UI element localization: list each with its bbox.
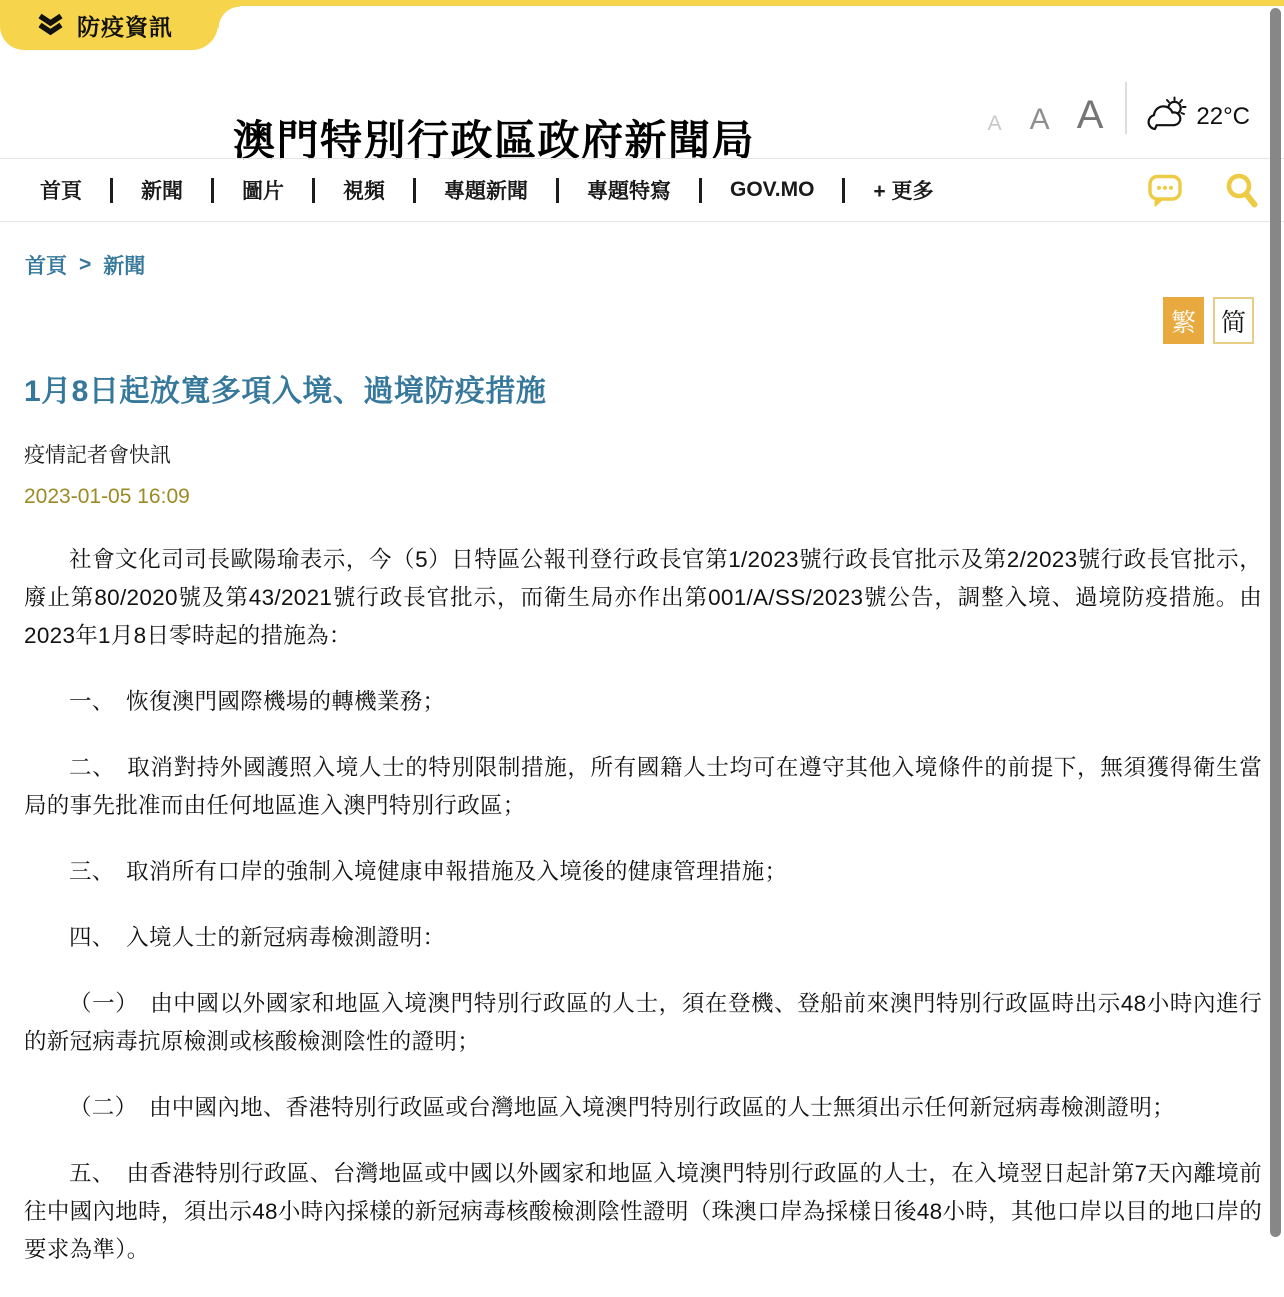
nav-item-label[interactable]: 專題新聞	[444, 180, 528, 203]
chat-bubble-icon[interactable]	[1147, 172, 1183, 209]
article-paragraph: （二） 由中國內地、香港特別行政區或台灣地區入境澳門特別行政區的人士無須出示任何新冠病毒檢測證明；	[69, 1095, 1175, 1120]
header-tools	[987, 82, 1250, 137]
pandemic-info-label: 防疫資訊	[77, 13, 173, 40]
breadcrumb-home-link[interactable]: 首頁	[25, 255, 67, 278]
scrollbar-thumb[interactable]	[1270, 8, 1281, 1237]
article-category: 疫情記者會快訊	[24, 444, 171, 467]
article-paragraph: （一） 由中國以外國家和地區入境澳門特別行政區的人士，須在登機、登船前來澳門特別行政區時出示48小時內進行的新冠病毒抗原檢測或核酸檢測陰性的證明；	[24, 991, 1262, 1054]
nav-item-label[interactable]: 視頻	[343, 180, 385, 203]
lang-simplified-button[interactable]: 简	[1213, 297, 1254, 344]
article-paragraph: 二、 取消對持外國護照入境人士的特別限制措施，所有國籍人士均可在遵守其他入境條件的前提下，無須獲得衛生當局的事先批准而由任何地區進入澳門特別行政區；	[24, 755, 1262, 818]
double-chevron-down-icon	[37, 12, 64, 38]
nav-item-label[interactable]: 專題特寫	[587, 180, 671, 203]
weather-widget	[1145, 96, 1250, 134]
lang-traditional-button[interactable]: 繁	[1163, 297, 1204, 344]
nav-item-label[interactable]: GOV.MO	[730, 178, 815, 201]
breadcrumb-separator: >	[79, 253, 92, 276]
breadcrumb-current-link[interactable]: 新聞	[103, 255, 146, 278]
article-paragraph: 一、 恢復澳門國際機場的轉機業務；	[69, 689, 446, 714]
font-size-medium-button[interactable]: A	[1029, 102, 1050, 136]
search-icon[interactable]	[1225, 172, 1258, 208]
nav-item[interactable]	[845, 175, 961, 205]
main-navigation	[0, 158, 1284, 222]
article-paragraph: 社會文化司司長歐陽瑜表示，今（5）日特區公報刊登行政長官第1/2023號行政長官批示及第2/2023號行政長官批示，廢止第80/2020號及第43/2021號行政長官批示，而衛生局亦作出第001/A/SS/2023號公告，調整入境、過境防疫措施。由2023年1月8日零時起的措施為：	[24, 547, 1262, 648]
nav-item-label[interactable]: 首頁	[40, 180, 82, 203]
nav-item[interactable]	[702, 178, 845, 203]
nav-item[interactable]	[40, 175, 113, 205]
nav-item[interactable]	[559, 175, 702, 205]
article-paragraph: 三、 取消所有口岸的強制入境健康申報措施及入境後的健康管理措施；	[69, 859, 788, 884]
breadcrumb	[25, 250, 145, 280]
nav-item-label[interactable]: + 更多	[873, 180, 934, 203]
nav-icons	[1147, 172, 1258, 209]
nav-item[interactable]	[315, 175, 416, 205]
article-title[interactable]: 1月8日起放寬多項入境、過境防疫措施	[24, 375, 547, 408]
article-date: 2023-01-05 16:09	[24, 485, 190, 508]
font-size-small-button[interactable]: A	[987, 112, 1002, 136]
nav-item[interactable]	[113, 175, 214, 205]
language-toggle	[1163, 297, 1254, 344]
header-divider	[1125, 82, 1127, 134]
nav-item-label[interactable]: 圖片	[242, 180, 284, 203]
article-body	[24, 541, 1262, 1269]
font-size-large-button[interactable]: A	[1076, 93, 1104, 137]
nav-item-label[interactable]: 新聞	[141, 180, 183, 203]
nav-item[interactable]	[214, 175, 315, 205]
nav-item-list	[40, 175, 962, 205]
nav-item[interactable]	[416, 175, 559, 205]
sun-cloud-weather-icon	[1145, 96, 1189, 134]
pandemic-info-banner[interactable]	[0, 0, 218, 50]
article-paragraph: 五、 由香港特別行政區、台灣地區或中國以外國家和地區入境澳門特別行政區的人士，在入境翌日起計第7天內離境前往中國內地時，須出示48小時內採樣的新冠病毒核酸檢測陰性證明（珠澳口岸為採樣日後48小時，其他口岸以目的地口岸的要求為準）。	[24, 1161, 1262, 1262]
site-title: 澳門特別行政區政府新聞局	[233, 117, 756, 165]
temperature-label: 22°C	[1196, 103, 1250, 130]
article-paragraph: 四、 入境人士的新冠病毒檢測證明：	[69, 925, 446, 950]
article	[24, 366, 1262, 1297]
